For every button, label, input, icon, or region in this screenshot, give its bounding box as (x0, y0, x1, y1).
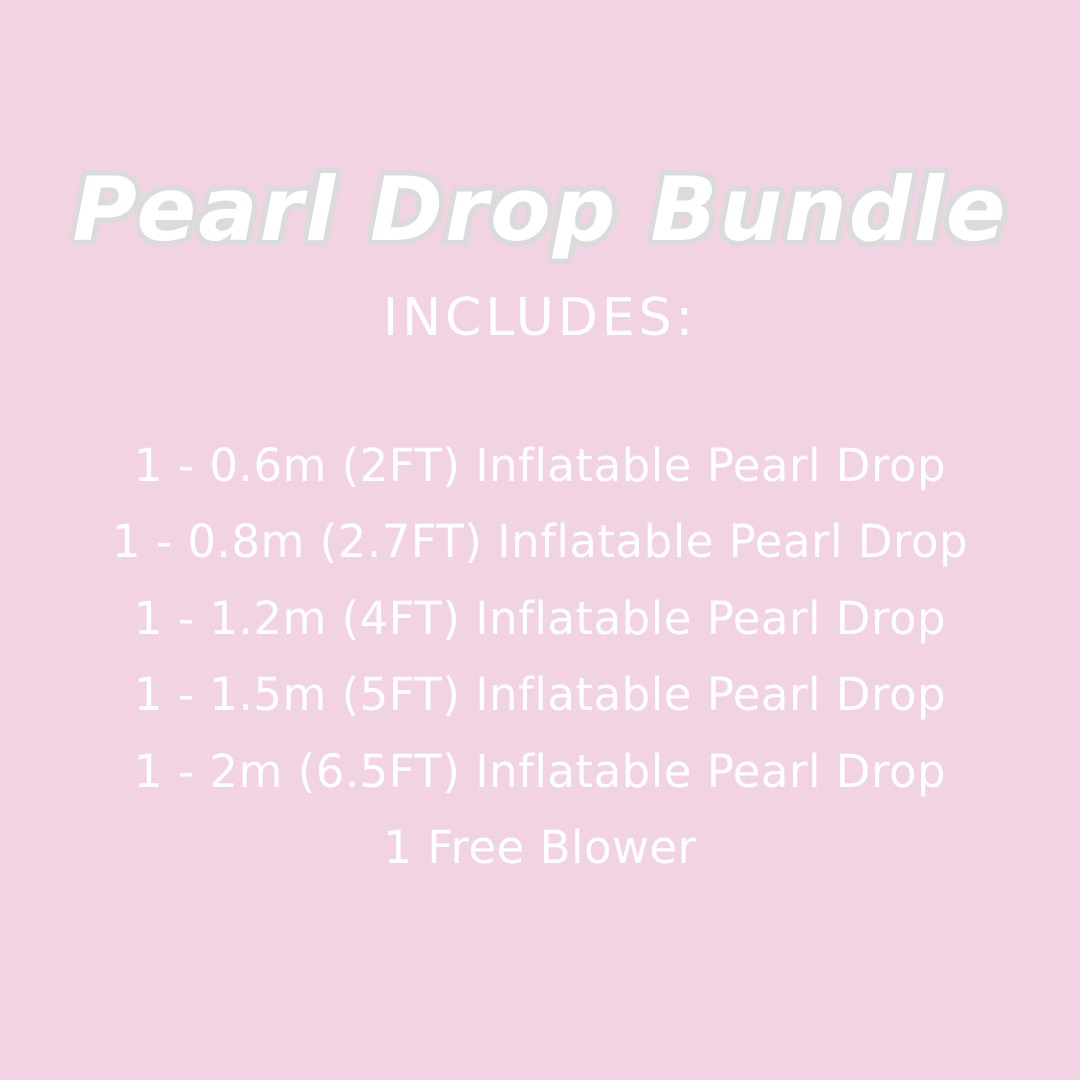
title-block (0, 128, 1080, 288)
list-item: 1 - 0.8m (2.7FT) Inflatable Pearl Drop (111, 515, 969, 569)
list-item: 1 - 1.5m (5FT) Inflatable Pearl Drop (133, 668, 947, 722)
list-item: 1 Free Blower (383, 821, 697, 875)
list-item: 1 - 0.6m (2FT) Inflatable Pearl Drop (133, 438, 947, 492)
page-title: Pearl Drop Bundle (72, 158, 1008, 261)
bundle-items-list (0, 427, 1080, 886)
list-item: 1 - 1.2m (4FT) Inflatable Pearl Drop (133, 591, 947, 645)
includes-heading: INCLUDES: (382, 288, 698, 348)
list-item: 1 - 2m (6.5FT) Inflatable Pearl Drop (133, 744, 947, 798)
title-svg (0, 128, 1080, 288)
